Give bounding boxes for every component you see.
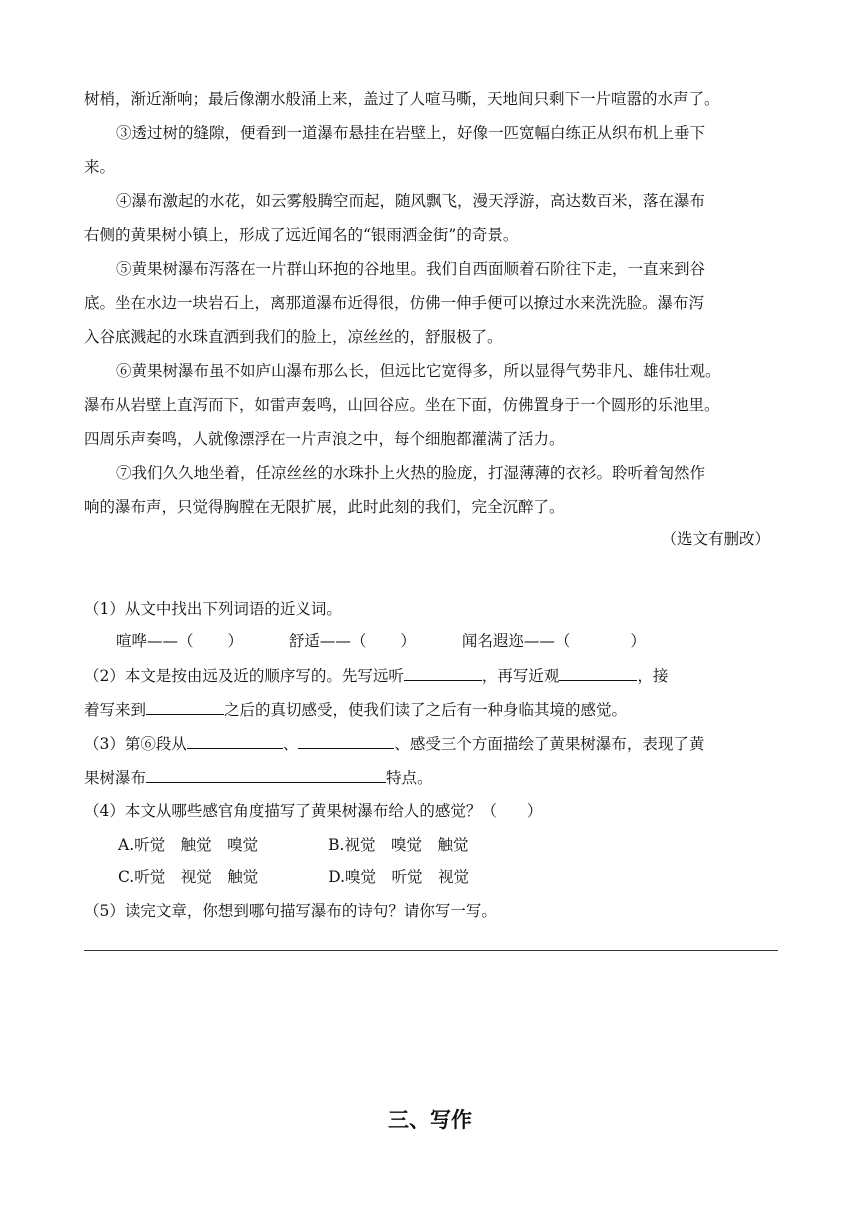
source-note: （选文有删改） xyxy=(661,530,770,548)
q1-item-3: 闻名遐迩——（ xyxy=(461,632,571,650)
q1-item-1: 喧哗——（ xyxy=(116,632,194,650)
passage-line: 入谷底溅起的水珠直洒到我们的脸上，凉丝丝的，舒服极了。 xyxy=(84,328,503,346)
q2-blank-1[interactable] xyxy=(404,664,482,681)
question-4-options-row-1 xyxy=(118,834,468,856)
passage-paragraph-5: ⑤黄果树瀑布泻落在一片群山环抱的谷地里。我们自西面顺着石阶往下走，一直来到谷 xyxy=(116,260,706,278)
question-2-line-1 xyxy=(84,664,668,687)
question-1-items xyxy=(116,630,646,652)
q1-item-2-close: ） xyxy=(400,632,416,650)
q4-option-c[interactable]: C.听觉 视觉 触觉 xyxy=(118,868,259,886)
q3-text: 特点。 xyxy=(386,769,433,787)
passage-paragraph-6: ⑥黄果树瀑布虽不如庐山瀑布那么长，但远比它宽得多，所以显得气势非凡、雄伟壮观。 xyxy=(116,362,721,380)
q3-text: 、 xyxy=(282,735,299,753)
question-4-options-row-2 xyxy=(118,866,469,888)
passage-line: 四周乐声奏鸣，人就像漂浮在一片声浪之中，每个细胞都灌满了活力。 xyxy=(84,430,565,448)
question-4-stem xyxy=(84,800,542,822)
answer-line[interactable] xyxy=(84,950,778,951)
q3-text: 、感受三个方面描绘了黄果树瀑布，表现了黄 xyxy=(394,735,705,753)
passage-line: 来。 xyxy=(84,158,116,176)
q4-option-a[interactable]: A.听觉 触觉 嗅觉 xyxy=(118,836,259,854)
q3-blank-2[interactable] xyxy=(298,732,394,749)
q1-item-1-close: ） xyxy=(227,632,244,650)
question-3-line-1 xyxy=(84,732,704,755)
q2-blank-3[interactable] xyxy=(146,698,224,715)
passage-paragraph-7: ⑦我们久久地坐着，任凉丝丝的水珠扑上火热的脸庞，打湿薄薄的衣衫。聆听着訇然作 xyxy=(116,464,706,482)
question-3-line-2 xyxy=(84,766,433,789)
q4-text: （4）本文从哪些感官角度描写了黄果树瀑布给人的感觉？（ xyxy=(84,802,497,820)
q2-blank-2[interactable] xyxy=(559,664,637,681)
q4-option-d[interactable]: D.嗅觉 听觉 视觉 xyxy=(328,868,470,886)
q4-option-b[interactable]: B.视觉 嗅觉 触觉 xyxy=(328,836,469,854)
q3-text: （3）第⑥段从 xyxy=(84,735,187,753)
question-5-stem: （5）读完文章，你想到哪句描写瀑布的诗句？请你写一写。 xyxy=(84,902,497,920)
q3-text: 果树瀑布 xyxy=(84,769,147,787)
section-heading: 三、写作 xyxy=(388,1108,472,1132)
passage-line: 响的瀑布声，只觉得胸膛在无限扩展，此时此刻的我们，完全沉醉了。 xyxy=(84,498,565,516)
q2-text: 之后的真切感受，使我们读了之后有一种身临其境的感觉。 xyxy=(224,701,628,719)
q2-text: ，再写近观 xyxy=(481,667,560,685)
q3-blank-3[interactable] xyxy=(146,766,386,783)
passage-line: 右侧的黄果树小镇上，形成了远近闻名的“银雨洒金街”的奇景。 xyxy=(84,226,519,244)
q2-text: （2）本文是按由远及近的顺序写的。先写远听 xyxy=(84,667,404,685)
q1-item-2: 舒适——（ xyxy=(288,632,367,650)
question-1-stem: （1）从文中找出下列词语的近义词。 xyxy=(84,600,342,618)
q3-blank-1[interactable] xyxy=(187,732,283,749)
passage-line: 树梢，渐近渐响；最后像潮水般涌上来，盖过了人喧马嘶，天地间只剩下一片喧嚣的水声了。 xyxy=(84,90,720,108)
q1-item-3-close: ） xyxy=(630,632,646,650)
q2-text: 着写来到 xyxy=(84,701,147,719)
passage-line: 底。坐在水边一块岩石上，离那道瀑布近得很，仿佛一伸手便可以撩过水来洗洗脸。瀑布泻 xyxy=(84,294,705,312)
q4-text: ） xyxy=(526,802,543,820)
q2-text: ，接 xyxy=(637,667,669,685)
passage-paragraph-4: ④瀑布激起的水花，如云雾般腾空而起，随风飘飞，漫天浮游，高达数百米，落在瀑布 xyxy=(116,192,706,210)
passage-paragraph-3: ③透过树的缝隙，便看到一道瀑布悬挂在岩壁上，好像一匹宽幅白练正从织布机上垂下 xyxy=(116,124,706,142)
passage-line: 瀑布从岩壁上直泻而下，如雷声轰鸣，山回谷应。坐在下面，仿佛置身于一个圆形的乐池里。 xyxy=(84,396,720,414)
question-2-line-2 xyxy=(84,698,627,721)
